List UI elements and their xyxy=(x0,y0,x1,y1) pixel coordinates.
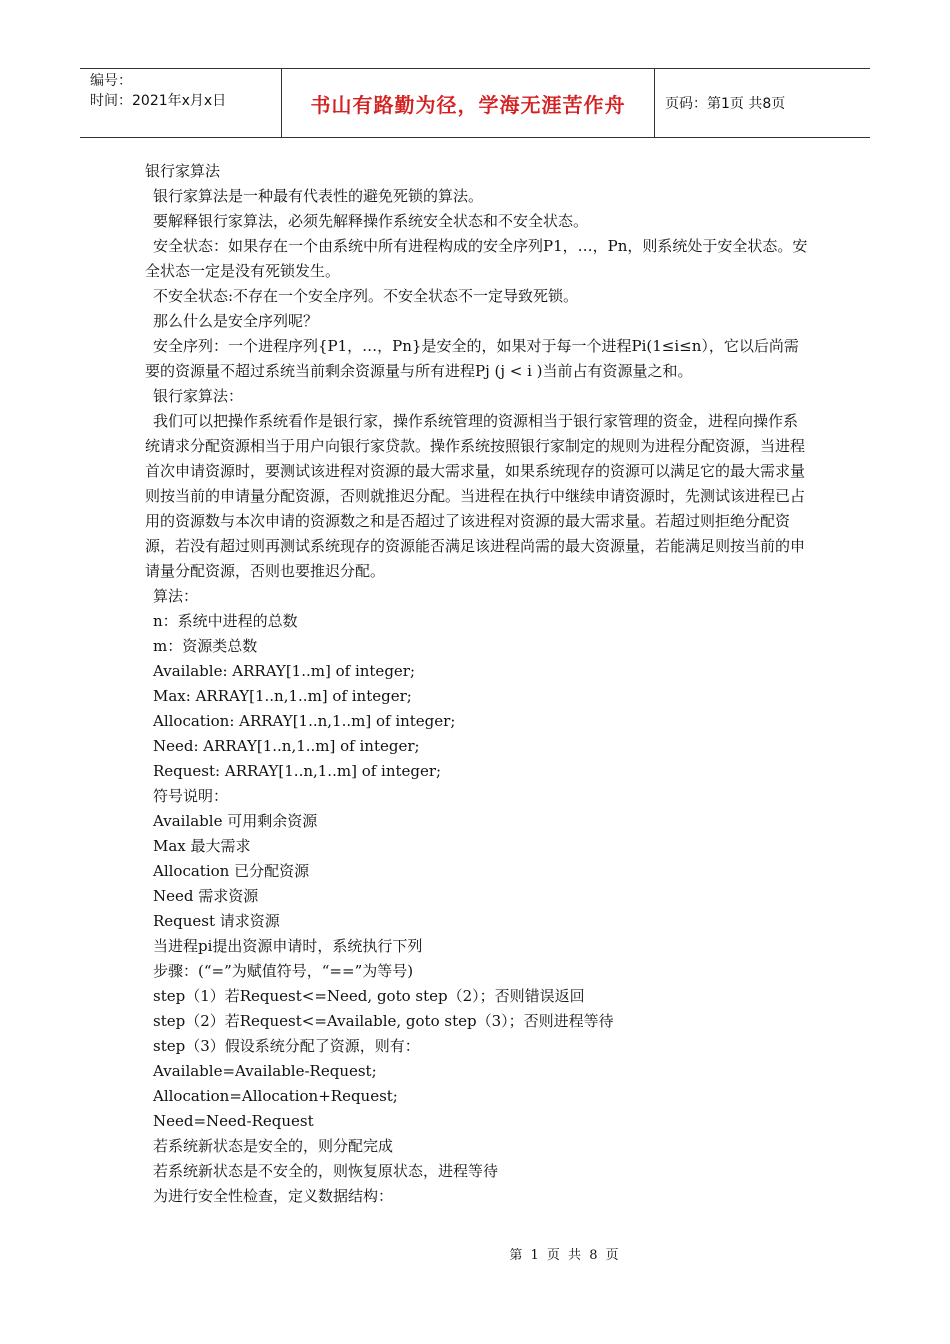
list-item: step（3）假设系统分配了资源，则有： xyxy=(153,1037,420,1055)
paragraph: 安全序列：一个进程序列{P1，…，Pn}是安全的，如果对于每一个进程Pi(1≤i≤n），它以后尚需要的资源量不超过系统当前剩余资源量与所有进程Pj (j < i )当前占有资源量之和。 xyxy=(145,337,799,380)
header-page-info: 页码：第1页 共8页 xyxy=(665,96,786,112)
list-item: 为进行安全性检查，定义数据结构： xyxy=(153,1187,394,1205)
list-item: Available 可用剩余资源 xyxy=(153,812,318,830)
list-item: Allocation: ARRAY[1..n,1..m] of integer; xyxy=(153,712,456,730)
list-item: Request: ARRAY[1..n,1..m] of integer; xyxy=(153,762,442,780)
list-item: Need: ARRAY[1..n,1..m] of integer; xyxy=(153,737,420,755)
document-body xyxy=(145,159,810,1209)
page-footer: 第 1 页 共 8 页 xyxy=(509,1248,621,1263)
header-meta xyxy=(80,69,282,137)
list-item: Need 需求资源 xyxy=(153,887,259,905)
paragraph: 银行家算法： xyxy=(153,387,244,405)
list-item: 若系统新状态是安全的，则分配完成 xyxy=(153,1137,394,1155)
list-item: 步骤：(“=”为赋值符号，“==”为等号) xyxy=(153,962,414,980)
list-item: m：资源类总数 xyxy=(153,637,258,655)
list-item: step（2）若Request<=Available, goto step（3）；否则进程等待 xyxy=(153,1012,614,1030)
algorithm-lines xyxy=(145,584,810,1209)
paragraph: 安全状态：如果存在一个由系统中所有进程构成的安全序列P1，…，Pn，则系统处于安全状态。安全状态一定是没有死锁发生。 xyxy=(145,237,808,280)
paragraph: 银行家算法是一种最有代表性的避免死锁的算法。 xyxy=(153,187,484,205)
list-item: Max 最大需求 xyxy=(153,837,251,855)
list-item: 若系统新状态是不安全的，则恢复原状态，进程等待 xyxy=(153,1162,499,1180)
list-item: Available=Available-Request; xyxy=(153,1062,377,1080)
paragraph: 我们可以把操作系统看作是银行家，操作系统管理的资源相当于银行家管理的资金，进程向操作系统请求分配资源相当于用户向银行家贷款。操作系统按照银行家制定的规则为进程分配资源，当进程首次申请资源时，要测试该进程对资源的最大需求量，如果系统现存的资源可以满足它的最大需求量则按当前的申请量分配资源，否则就推迟分配。当进程在执行中继续申请资源时，先测试该进程已占用的资源数与本次申请的资源数之和是否超过了该进程对资源的最大需求量。若超过则拒绝分配资源，若没有超过则再测试系统现存的资源能否满足该进程尚需的最大资源量，若能满足则按当前的申请量分配资源，否则也要推迟分配。 xyxy=(145,412,806,580)
header-table xyxy=(80,68,870,138)
list-item: Available: ARRAY[1..m] of integer; xyxy=(153,662,416,680)
code-label: 编号： xyxy=(90,73,132,89)
paragraph: 要解释银行家算法，必须先解释操作系统安全状态和不安全状态。 xyxy=(153,212,589,230)
list-item: Need=Need-Request xyxy=(153,1112,314,1130)
list-item: 算法： xyxy=(153,587,199,605)
paragraph: 那么什么是安全序列呢？ xyxy=(153,312,319,330)
list-item: step（1）若Request<=Need, goto step（2）；否则错误返回 xyxy=(153,987,585,1005)
list-item: n：系统中进程的总数 xyxy=(153,612,298,630)
list-item: Max: ARRAY[1..n,1..m] of integer; xyxy=(153,687,412,705)
list-item: Request 请求资源 xyxy=(153,912,280,930)
paragraph: 不安全状态:不存在一个安全序列。不安全状态不一定导致死锁。 xyxy=(153,287,579,305)
doc-title: 银行家算法 xyxy=(145,162,221,180)
list-item: 符号说明： xyxy=(153,787,229,805)
list-item: Allocation 已分配资源 xyxy=(153,862,310,880)
list-item: Allocation=Allocation+Request; xyxy=(153,1087,398,1105)
header-motto: 书山有路勤为径，学海无涯苦作舟 xyxy=(282,69,655,137)
list-item: 当进程pi提出资源申请时，系统执行下列 xyxy=(153,937,423,955)
time-label: 时间：2021年x月x日 xyxy=(90,93,227,109)
